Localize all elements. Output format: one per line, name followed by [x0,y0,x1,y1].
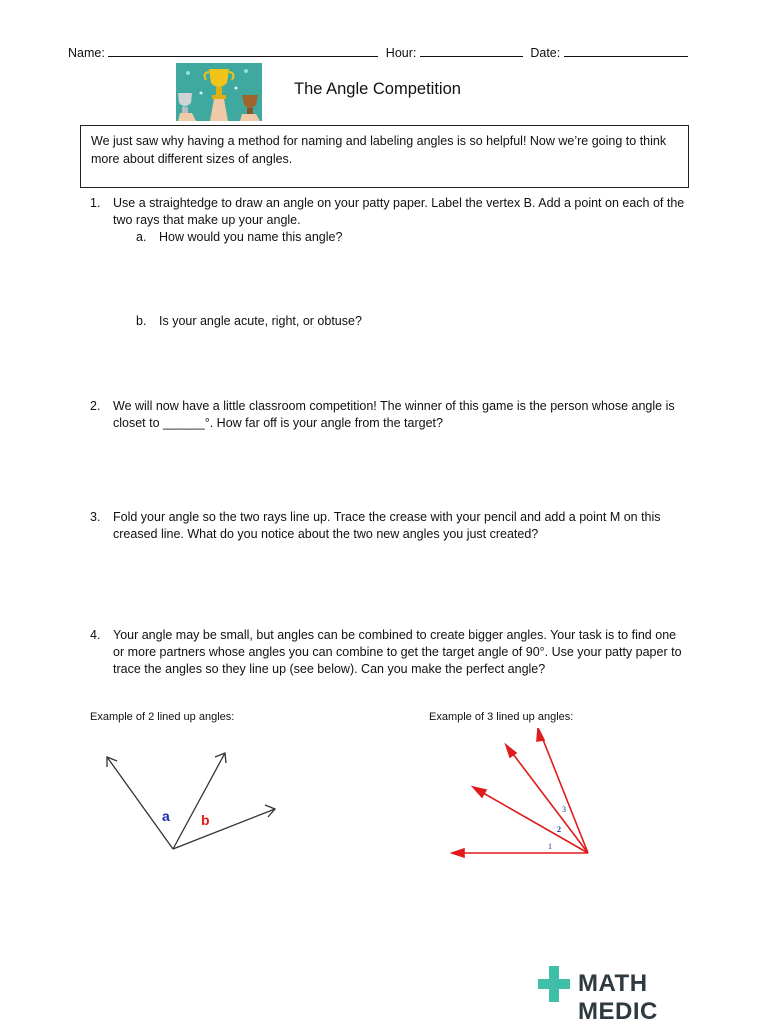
question-number: 2. [90,399,101,413]
sub-question-b [136,313,536,331]
red-ray-3 [510,750,588,853]
question-number: 4. [90,628,101,642]
question-number: 3. [90,510,101,524]
name-label: Name: [68,46,105,60]
intro-text: We just saw why having a method for naming and labeling angles is so helpful! Now we’re going to think more about different sizes of angles. [91,134,667,166]
header-fields [68,46,692,60]
hour-label: Hour: [385,46,417,60]
question-text: Your angle may be small, but angles can be combined to create bigger angles. Your task is to find one or more partners whose angles you can combine to get the target angle of 90°. Use your patty paper to trace the angles so they line up (see below). Can you make the perfect angle? [113,628,682,676]
math-medic-logo [538,966,728,1025]
question-3 [90,509,690,545]
name-field[interactable] [108,46,378,57]
angle-label-1: 1 [548,842,552,851]
angle-label-3: 3 [562,805,566,814]
angle-label-b: b [201,812,210,828]
sub-question-letter: b. [136,314,147,328]
sub-question-text: Is your angle acute, right, or obtuse? [159,314,362,328]
sub-question-text: How would you name this angle? [159,230,343,244]
three-angles-diagram [448,728,598,863]
red-ray-4 [540,732,588,853]
sub-question-letter: a. [136,230,147,244]
hour-field[interactable] [420,46,523,57]
question-text: Fold your angle so the two rays line up. Trace the crease with your pencil and add a point M on this creased line. What do you notice about the two new angles you just created? [113,510,661,541]
question-number: 1. [90,196,101,210]
ray-left [107,757,173,849]
question-4 [90,627,690,681]
question-text: We will now have a little classroom competition! The winner of this game is the person whose angle is closet to ______°. How far off is your angle from the target? [113,399,675,430]
sub-question-a [136,229,536,247]
two-angles-diagram [95,745,295,865]
angle-label-a: a [162,808,170,824]
page-title: The Angle Competition [294,80,461,98]
angle-label-2: 2 [557,825,561,834]
example-three-caption: Example of 3 lined up angles: [429,711,574,723]
ray-right [173,809,275,849]
date-field[interactable] [564,46,688,57]
logo-text: MATH MEDIC [578,970,658,1025]
question-1 [90,195,690,231]
plus-icon [538,966,570,1002]
question-text: Use a straightedge to draw an angle on your patty paper. Label the vertex B. Add a point on each of the two rays that make up your angle. [113,196,685,227]
red-ray-2 [478,790,588,853]
trophy-image [176,63,262,121]
ray-middle [173,753,225,849]
date-label: Date: [530,46,561,60]
intro-box [80,125,689,188]
example-two-caption: Example of 2 lined up angles: [90,711,235,723]
question-2 [90,398,690,434]
